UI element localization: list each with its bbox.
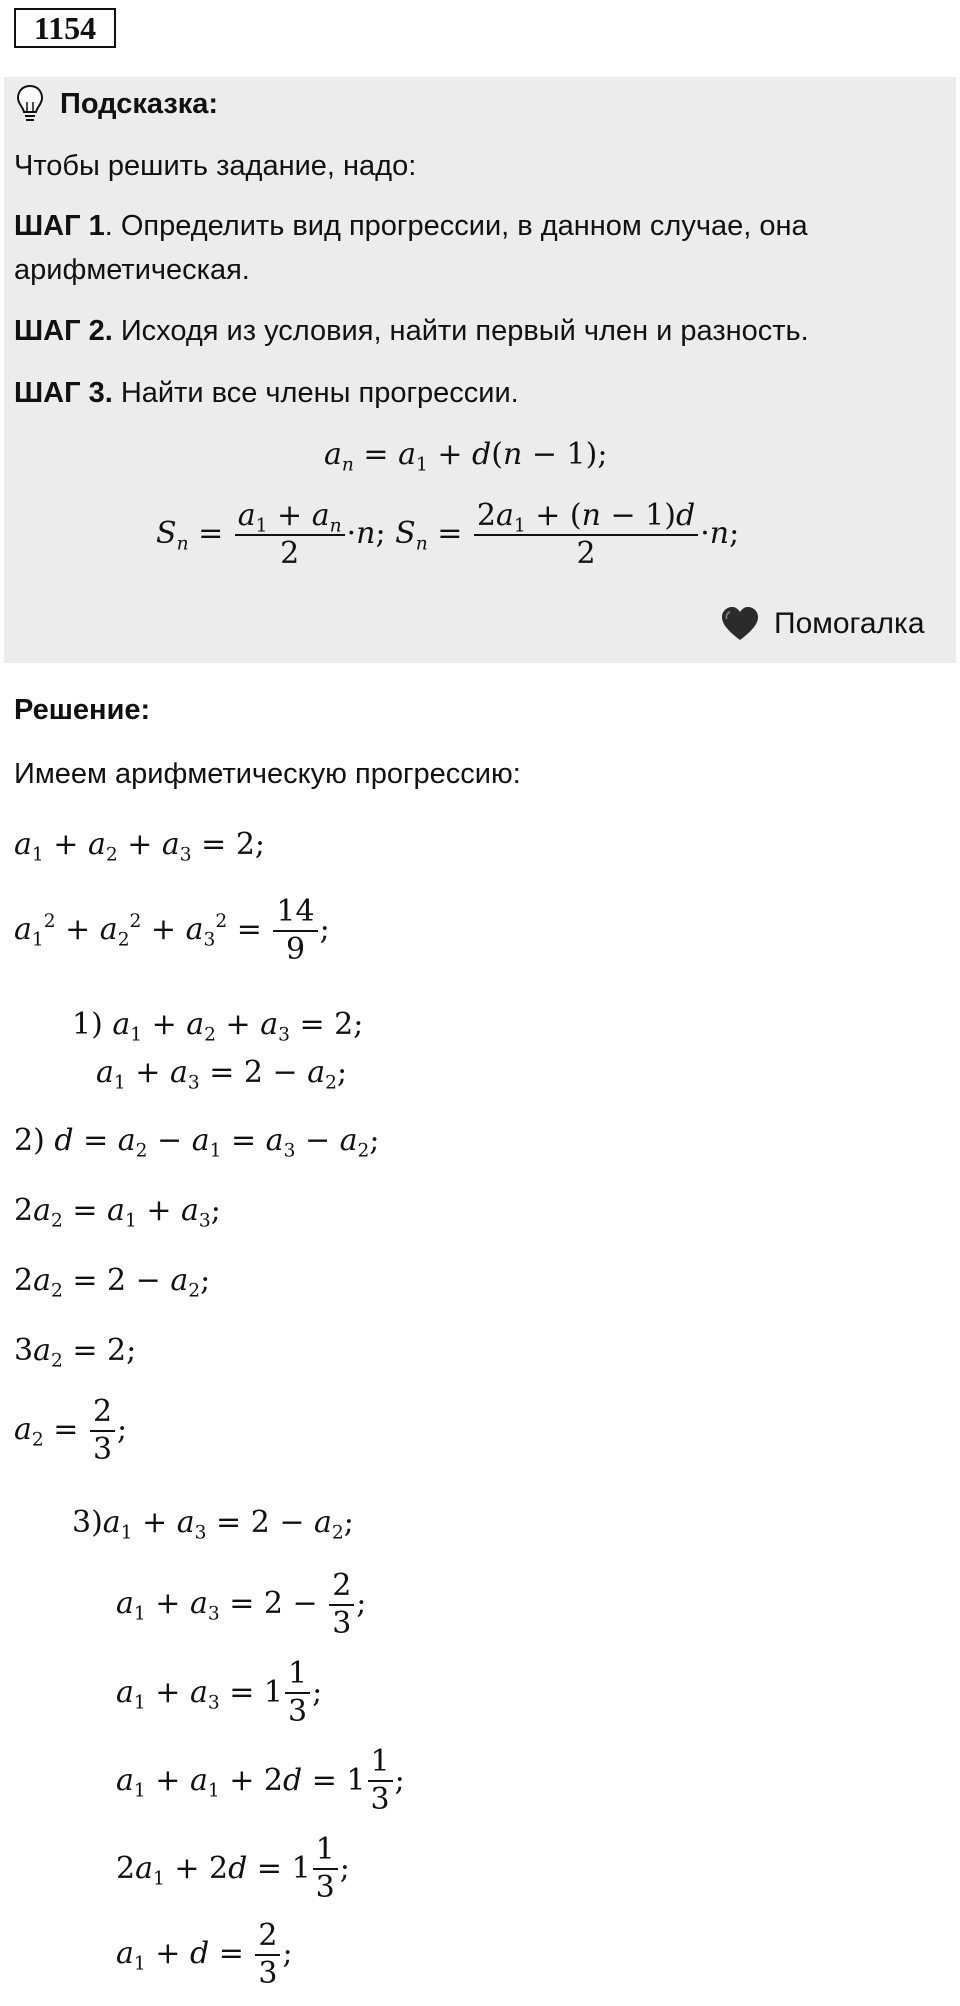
eq-step3-b: $a_1 + a_3 = 2$ − $\frac{2}{3}$ ; [116,1568,367,1641]
step-1-label: ШАГ 1 [14,210,105,242]
eq-step2-b: $2a_2 = a_1 + a_3$; [14,1193,221,1232]
hint-step-2 [14,313,809,349]
step-3-text: Найти все члены прогрессии. [112,377,519,409]
eq-step3-a: $3)a_1 + a_3 = 2 - a_2$; [72,1505,354,1544]
eq-step3-e: $2a_1 + 2d = 1$ 1 3 ; [116,1832,350,1905]
eq-step1-b: $a_1 + a_3 = 2 - a_2$; [96,1055,348,1094]
eq-step3-c: $a_1 + a_3 = 1$ 1 3 ; [116,1656,323,1729]
eq-step2-c: $2a_2 = 2 - a_2$; [14,1263,211,1302]
hint-intro: Чтобы решить задание, надо: [14,150,417,182]
heart-icon [720,606,760,642]
hint-step-1 [14,208,808,244]
step-1-text: . Определить вид прогрессии, в данном случае, она [104,210,808,242]
lightbulb-icon [16,84,44,124]
hint-title: Подсказка: [60,88,219,120]
eq-step1-a: 1) $a_1 + a_2 + a_3 = 2$; [72,1007,364,1046]
eq-sum-squares: $a_1^2 + a_2^2 + a_3^2$ = $\frac{14}{9}$ ; [14,894,330,967]
hint-step-3 [14,375,519,411]
step-2-text: Исходя из условия, найти первый член и разность. [112,315,809,347]
step-3-label: ШАГ 3. [14,377,113,409]
step-2-label: ШАГ 2. [14,315,113,347]
solution-title: Решение: [14,694,151,726]
brand-label: Помогалка [774,607,925,640]
eq-step2-e: $a_2$ = $\frac{2}{3}$ ; [14,1394,128,1467]
formula-nth-term: $a_n = a_1 + d(n - 1)$; [324,437,608,476]
problem-number: 1154 [14,8,116,48]
eq-step2-d: $3a_2 = 2$; [14,1333,137,1372]
eq-step3-d: $a_1 + a_1 + 2d = 1$ 1 3 ; [116,1744,405,1817]
formula-sum: $S_n$ = $\frac{a_1 + a_n}{2}$ ·n; $S_n$ = $\frac{2a_1 + (n - 1)d}{2}$ ·n; [156,498,740,571]
eq-sum-terms: $a_1 + a_2 + a_3 = 2$; [14,827,266,866]
eq-step2-a: 2) $d = a_2 - a_1 = a_3 - a_2$; [14,1123,380,1162]
hint-step-1-cont: арифметическая. [14,254,250,286]
eq-step3-f: $a_1 + d$ = $\frac{2}{3}$ ; [116,1918,293,1991]
solution-intro: Имеем арифметическую прогрессию: [14,758,521,790]
